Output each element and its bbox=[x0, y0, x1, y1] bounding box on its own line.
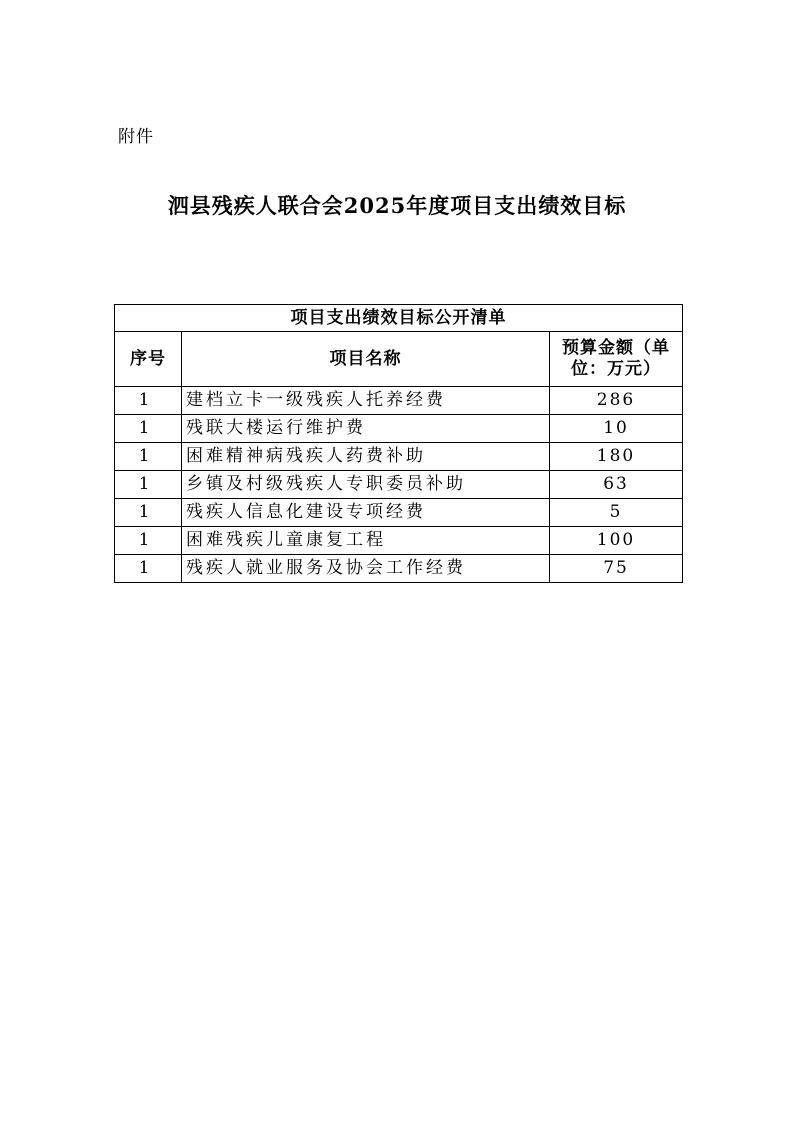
row-no: 1 bbox=[115, 387, 182, 415]
row-name: 残疾人就业服务及协会工作经费 bbox=[182, 555, 550, 583]
row-no: 1 bbox=[115, 527, 182, 555]
table-row bbox=[115, 527, 683, 555]
row-no: 1 bbox=[115, 499, 182, 527]
table-caption: 项目支出绩效目标公开清单 bbox=[115, 305, 683, 332]
row-name: 困难精神病残疾人药费补助 bbox=[182, 443, 550, 471]
row-amount: 100 bbox=[550, 527, 683, 555]
row-no: 1 bbox=[115, 471, 182, 499]
row-name: 残疾人信息化建设专项经费 bbox=[182, 499, 550, 527]
row-name: 乡镇及村级残疾人专职委员补助 bbox=[182, 471, 550, 499]
table-row bbox=[115, 415, 683, 443]
row-name: 建档立卡一级残疾人托养经费 bbox=[182, 387, 550, 415]
document-title: 泗县残疾人联合会2025年度项目支出绩效目标 bbox=[167, 193, 627, 218]
table-caption-row bbox=[115, 305, 683, 332]
row-no: 1 bbox=[115, 443, 182, 471]
row-name: 残联大楼运行维护费 bbox=[182, 415, 550, 443]
row-name: 困难残疾儿童康复工程 bbox=[182, 527, 550, 555]
row-no: 1 bbox=[115, 555, 182, 583]
table-row bbox=[115, 387, 683, 415]
header-no: 序号 bbox=[115, 332, 182, 387]
performance-target-table bbox=[114, 304, 683, 583]
attachment-label: 附件 bbox=[118, 127, 154, 147]
table-row bbox=[115, 555, 683, 583]
row-amount: 63 bbox=[550, 471, 683, 499]
header-amount: 预算金额（单位：万元） bbox=[550, 332, 683, 387]
table-row bbox=[115, 499, 683, 527]
row-amount: 10 bbox=[550, 415, 683, 443]
table-row bbox=[115, 471, 683, 499]
row-amount: 286 bbox=[550, 387, 683, 415]
row-amount: 75 bbox=[550, 555, 683, 583]
header-name: 项目名称 bbox=[182, 332, 550, 387]
table-row bbox=[115, 443, 683, 471]
row-amount: 180 bbox=[550, 443, 683, 471]
row-no: 1 bbox=[115, 415, 182, 443]
row-amount: 5 bbox=[550, 499, 683, 527]
table-header-row bbox=[115, 332, 683, 387]
